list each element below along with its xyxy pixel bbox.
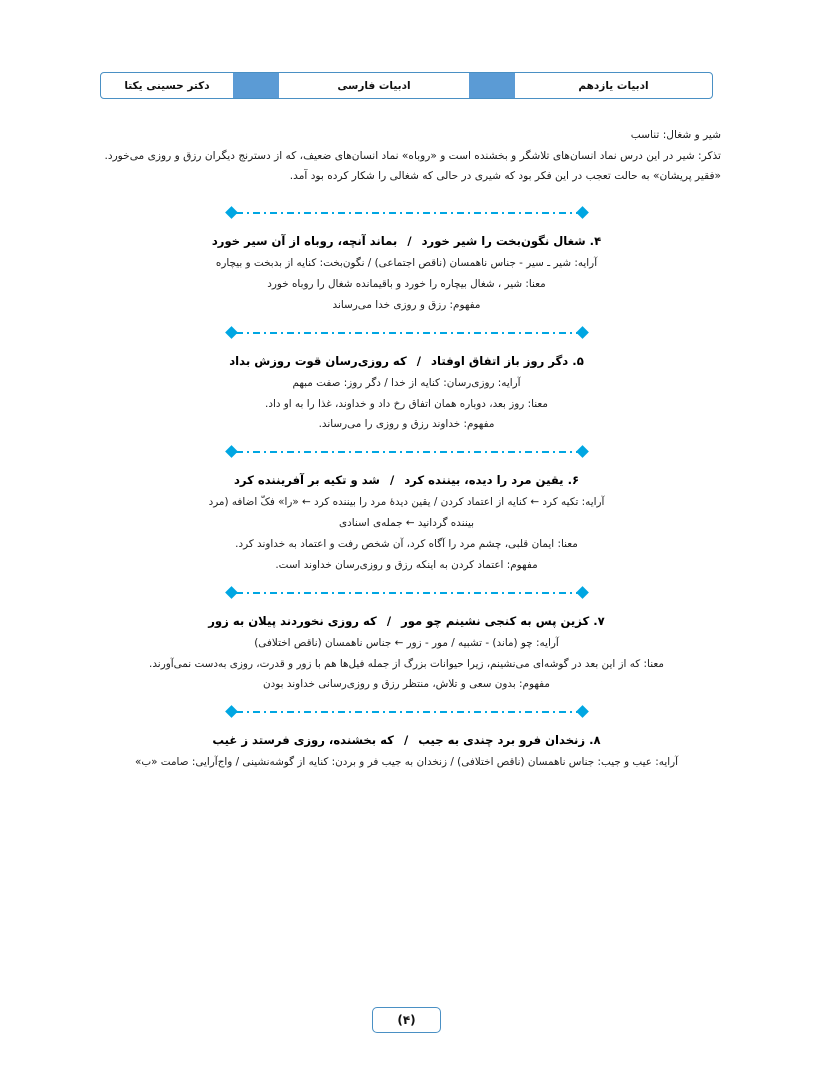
divider-line [236,332,578,334]
intro-line-2: تذکر: شیر در این درس نماد انسان‌های تلاشگر و بخشنده است و «روباه» نماد انسان‌های ضعیف، که از دسترنج دیگران رزق و روزی می‌خورد. [104,149,721,162]
verse-number: ۷. [593,613,605,628]
document-header-banner [100,72,713,99]
section-divider [227,325,587,341]
divider-diamond-right-icon [576,326,589,339]
verse-araye: آرایه: شیر ـ سیر - جناس ناهمسان (ناقص اجتماعی) / نگون‌بخت: کنایه از بدبخت و بیچاره [215,257,598,270]
document-content [92,125,721,773]
verse-heading [92,729,721,752]
section-divider [227,444,587,460]
verse-hemistich-b: که بخشنده، روزی فرستد ز غیب [212,733,394,748]
verse-hemistich-a: شغال نگون‌بخت را شیر خورد [421,233,586,248]
verse-number: ۶. [567,473,580,488]
divider-line [236,212,578,214]
section-divider [227,205,587,221]
verse-number: ۸. [589,733,601,748]
verse-hemistich-a: زنخدان فرو برد چندی به جیب [418,733,586,748]
divider-diamond-right-icon [576,206,589,219]
verse-mafhum: مفهوم: خداوند رزق و روزی را می‌رساند. [318,418,495,431]
verse-hemistich-a: کزین پس به کنجی نشینم چو مور [401,613,590,628]
verse-mafhum: مفهوم: رزق و روزی خدا می‌رساند [332,298,481,311]
verse-number: ۴. [589,233,602,248]
intro-line-3: «فقیر پریشان» به حالت تعجب در این فکر بود که شیری در حالی که شغالی را شکار کرده بود آمد. [289,170,721,183]
divider-diamond-right-icon [576,445,589,458]
verse-number: ۵. [572,353,584,368]
verse-araye: آرایه: عیب و جیب: جناس ناهمسان (ناقص اختلافی) / زنخدان به جیب فر و بردن: کنایه از گوشه‌نشینی / واج‌آرایی: صامت «ب» [134,756,678,769]
header-subject-label: ادبیات فارسی [337,79,411,92]
verse-hemistich-a: دگر روز باز اتفاق اوفتاد [431,353,569,368]
verse-separator: / [386,613,392,628]
verse-heading [92,610,721,633]
divider-line [236,451,578,453]
verse-maana: معنا: که از این بعد در گوشه‌ای می‌نشینم، زیرا حیوانات بزرگ از جمله فیل‌ها هم با زور و قدرت، روزی به‌دست نمی‌آورند. [149,657,664,670]
verse-araye: آرایه: تکیه کرد ← کنایه از اعتماد کردن / یقین دیدهٔ مرد را بیننده کرد ← «را» فکّ اضافه (مرد [208,496,605,509]
header-grade-label: ادبیات یازدهم [578,79,649,92]
header-teacher-label: دکتر حسینی یکتا [124,79,210,92]
verse-maana: معنا: شیر ، شغال بیچاره را خورد و باقیمانده شغال را روباه خورد [267,277,546,290]
page-number-badge: (۴) [372,1007,440,1033]
verse-mafhum: مفهوم: بدون سعی و تلاش، منتظر رزق و روزی‌رسانی خداوند بودن [263,678,550,691]
verse-separator: / [407,233,412,248]
verse-heading [92,230,721,253]
section-divider [227,585,587,601]
verse-araye: آرایه: روزی‌رسان: کنایه از خدا / دگر روز: صفت مبهم [292,376,521,389]
verse-separator: / [403,733,409,748]
section-divider [227,704,587,720]
verse-araye-cont: بیننده گردانید ← جمله‌ی اسنادی [338,517,475,530]
verse-hemistich-b: که روزی نخوردند پیلان به زور [208,613,377,628]
divider-diamond-right-icon [576,586,589,599]
verse-hemistich-b: بماند آنچه، روباه از آن سیر خورد [211,233,398,248]
verse-hemistich-b: که روزی‌رسان قوت روزش بداد [229,353,407,368]
verse-heading [92,350,721,373]
verse-separator: / [389,473,395,488]
verse-maana: معنا: روز بعد، دوباره همان اتفاق رخ داد و خداوند، غذا را به او داد. [265,397,548,410]
divider-diamond-right-icon [576,705,589,718]
spacer [92,187,721,196]
header-accent-square-right [469,73,515,98]
verse-hemistich-a: یقین مرد را دیده، بیننده کرد [404,473,564,488]
verse-separator: / [416,353,421,368]
intro-line-1: شیر و شغال: تناسب [630,129,721,141]
verse-araye: آرایه: چو (ماند) - تشبیه / مور - زور ← جناس ناهمسان (ناقص اختلافی) [254,636,559,649]
verse-maana: معنا: ایمان قلبی، چشم مرد را آگاه کرد، آن شخص رفت و اعتماد به خداوند کرد. [235,538,578,551]
header-accent-square-left [233,73,279,98]
verse-heading [92,469,721,492]
verse-mafhum: مفهوم: اعتماد کردن به اینکه رزق و روزی‌رسان خداوند است. [275,558,538,571]
divider-line [236,592,578,594]
page-number-container [0,1007,813,1033]
verse-hemistich-b: شد و تکیه بر آفریننده کرد [233,473,380,488]
divider-line [236,711,578,713]
